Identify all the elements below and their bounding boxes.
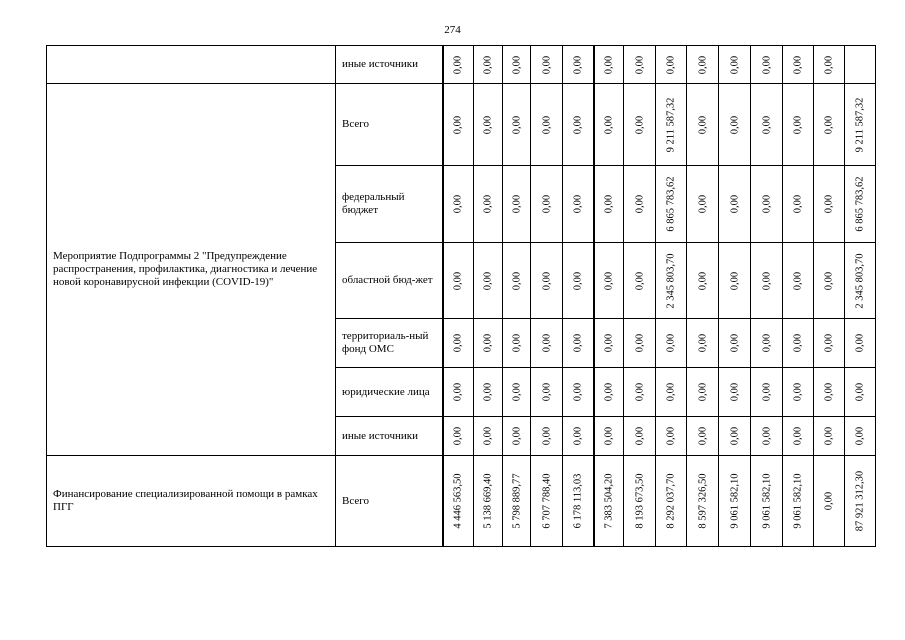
value-text: 0,00 <box>697 382 708 402</box>
value-text: 5 798 889,77 <box>511 473 522 529</box>
value-cell <box>814 84 845 166</box>
value-text: 0,00 <box>511 194 522 214</box>
value-text: 0,00 <box>452 194 464 214</box>
value-cell <box>814 456 845 547</box>
value-cell <box>531 166 563 243</box>
value-cell <box>594 46 624 84</box>
value-text: 0,00 <box>792 55 804 74</box>
value-text: 0,00 <box>603 271 615 290</box>
value-text: 0,00 <box>452 115 464 134</box>
value-text: 0,00 <box>482 194 494 214</box>
value-text: 0,00 <box>482 426 494 446</box>
value-text: 0,00 <box>729 333 740 353</box>
value-cell <box>719 319 751 368</box>
value-cell <box>563 46 594 84</box>
value-text: 0,00 <box>452 333 464 353</box>
value-text: 0,00 <box>634 55 645 74</box>
value-cell <box>563 417 594 456</box>
value-text: 0,00 <box>823 491 835 511</box>
value-text: 0,00 <box>729 271 740 290</box>
value-cell <box>845 243 876 319</box>
table-row <box>47 84 876 166</box>
value-text: 0,00 <box>729 55 740 74</box>
value-text: 6 178 113,03 <box>572 473 584 529</box>
value-text: 0,00 <box>541 382 552 402</box>
value-text: 0,00 <box>482 333 494 353</box>
value-cell <box>656 166 687 243</box>
value-cell <box>719 368 751 417</box>
funding-source-cell: иные источники <box>336 46 443 84</box>
value-cell <box>845 166 876 243</box>
value-cell <box>474 46 503 84</box>
funding-source-cell: юридические лица <box>336 368 443 417</box>
value-text: 0,00 <box>541 333 552 353</box>
value-text: 0,00 <box>572 426 584 446</box>
value-text: 0,00 <box>854 426 866 446</box>
funding-source-cell: Всего <box>336 84 443 166</box>
value-text: 0,00 <box>572 382 584 402</box>
value-cell <box>563 368 594 417</box>
value-cell <box>474 417 503 456</box>
funding-source-cell: областной бюд-жет <box>336 243 443 319</box>
value-cell <box>783 46 814 84</box>
value-cell <box>719 456 751 547</box>
value-text: 0,00 <box>452 426 464 446</box>
value-text: 0,00 <box>823 333 835 353</box>
value-text: 6 865 783,62 <box>665 176 677 232</box>
value-cell <box>845 417 876 456</box>
value-cell <box>624 319 656 368</box>
value-text: 0,00 <box>511 382 522 402</box>
value-cell <box>531 243 563 319</box>
value-cell <box>503 46 531 84</box>
value-cell <box>443 368 474 417</box>
value-cell <box>719 243 751 319</box>
value-text: 0,00 <box>541 115 552 134</box>
value-cell <box>443 243 474 319</box>
value-cell <box>845 84 876 166</box>
value-text: 0,00 <box>729 115 740 134</box>
value-text: 0,00 <box>634 194 645 214</box>
value-cell <box>531 456 563 547</box>
value-text: 0,00 <box>482 382 494 402</box>
value-cell <box>563 84 594 166</box>
value-text: 0,00 <box>482 115 494 134</box>
value-cell <box>503 166 531 243</box>
value-text: 9 061 582,10 <box>729 473 740 529</box>
value-cell <box>845 368 876 417</box>
value-cell <box>783 417 814 456</box>
value-cell <box>751 243 783 319</box>
value-cell <box>503 243 531 319</box>
value-text: 0,00 <box>729 382 740 402</box>
value-cell <box>783 243 814 319</box>
value-cell <box>624 46 656 84</box>
funding-source-cell: федеральный бюджет <box>336 166 443 243</box>
value-cell <box>443 166 474 243</box>
value-cell <box>719 417 751 456</box>
value-text: 0,00 <box>634 333 645 353</box>
value-cell <box>783 166 814 243</box>
value-text: 0,00 <box>603 382 615 402</box>
value-text: 0,00 <box>452 271 464 290</box>
value-text: 0,00 <box>541 55 552 74</box>
value-text: 4 446 563,50 <box>452 473 464 529</box>
funding-source-cell: территориаль-ный фонд ОМС <box>336 319 443 368</box>
value-text: 0,00 <box>634 271 645 290</box>
value-cell <box>474 166 503 243</box>
value-cell <box>443 84 474 166</box>
value-text: 0,00 <box>823 382 835 402</box>
value-text: 0,00 <box>511 115 522 134</box>
value-text: 2 345 803,70 <box>665 252 677 309</box>
value-text: 0,00 <box>854 382 866 402</box>
value-text: 0,00 <box>761 426 772 446</box>
value-text: 0,00 <box>697 333 708 353</box>
value-cell <box>594 243 624 319</box>
value-cell <box>845 46 876 84</box>
value-text: 0,00 <box>511 55 522 74</box>
value-text: 0,00 <box>452 55 464 74</box>
value-cell <box>687 46 719 84</box>
value-cell <box>751 84 783 166</box>
value-cell <box>624 417 656 456</box>
value-text: 0,00 <box>665 55 677 74</box>
value-text: 9 211 587,32 <box>854 97 866 152</box>
value-cell <box>751 166 783 243</box>
value-text: 0,00 <box>823 55 835 74</box>
value-text: 7 383 504,20 <box>603 473 615 529</box>
value-text: 0,00 <box>792 115 804 134</box>
value-cell <box>563 319 594 368</box>
value-cell <box>624 166 656 243</box>
value-text: 0,00 <box>572 55 584 74</box>
value-cell <box>814 166 845 243</box>
value-text: 0,00 <box>603 115 615 134</box>
value-cell <box>531 319 563 368</box>
value-cell <box>503 319 531 368</box>
value-text: 0,00 <box>761 333 772 353</box>
value-text: 0,00 <box>665 382 677 402</box>
value-text: 0,00 <box>697 115 708 134</box>
value-cell <box>594 456 624 547</box>
value-cell <box>656 319 687 368</box>
value-text: 0,00 <box>541 271 552 290</box>
funding-source-cell: иные источники <box>336 417 443 456</box>
value-text: 0,00 <box>761 55 772 74</box>
program-name-cell <box>47 46 336 84</box>
value-cell <box>814 417 845 456</box>
value-cell <box>814 368 845 417</box>
value-cell <box>751 46 783 84</box>
value-text: 0,00 <box>761 271 772 290</box>
value-cell <box>594 368 624 417</box>
value-text: 0,00 <box>697 426 708 446</box>
value-cell <box>474 319 503 368</box>
value-cell <box>783 368 814 417</box>
value-cell <box>687 417 719 456</box>
value-cell <box>687 456 719 547</box>
value-cell <box>531 368 563 417</box>
value-text: 0,00 <box>761 382 772 402</box>
value-text: 0,00 <box>572 194 584 214</box>
value-cell <box>624 84 656 166</box>
value-cell <box>474 243 503 319</box>
value-text: 0,00 <box>729 426 740 446</box>
program-name-cell: Мероприятие Подпрограммы 2 "Предупреждение распространения, профилактика, диагностика и лечение новой коронавирусной инфекции (COVID-19)" <box>47 84 336 456</box>
value-text: 0,00 <box>511 271 522 290</box>
value-cell <box>563 456 594 547</box>
value-cell <box>845 319 876 368</box>
value-cell <box>719 46 751 84</box>
value-cell <box>783 319 814 368</box>
value-cell <box>656 456 687 547</box>
value-text: 0,00 <box>792 271 804 290</box>
value-cell <box>687 319 719 368</box>
value-cell <box>563 243 594 319</box>
value-cell <box>751 319 783 368</box>
value-text: 0,00 <box>572 115 584 134</box>
value-text: 0,00 <box>697 194 708 214</box>
value-cell <box>751 456 783 547</box>
value-cell <box>656 243 687 319</box>
value-cell <box>814 319 845 368</box>
value-text: 0,00 <box>541 426 552 446</box>
value-text: 0,00 <box>511 426 522 446</box>
value-cell <box>624 368 656 417</box>
value-text: 0,00 <box>603 333 615 353</box>
value-cell <box>531 84 563 166</box>
value-cell <box>656 84 687 166</box>
value-text: 0,00 <box>792 194 804 214</box>
value-cell <box>624 243 656 319</box>
value-text: 0,00 <box>603 194 615 214</box>
table-row <box>47 46 876 84</box>
value-text: 0,00 <box>634 115 645 134</box>
value-cell <box>624 456 656 547</box>
value-text: 0,00 <box>634 426 645 446</box>
budget-table <box>46 45 876 547</box>
value-cell <box>687 84 719 166</box>
value-text: 0,00 <box>665 333 677 353</box>
table-row <box>47 456 876 547</box>
value-text: 0,00 <box>697 55 708 74</box>
funding-source-cell: Всего <box>336 456 443 547</box>
value-text: 0,00 <box>823 115 835 134</box>
value-text: 0,00 <box>572 333 584 353</box>
value-cell <box>687 368 719 417</box>
value-text: 0,00 <box>665 426 677 446</box>
value-cell <box>594 417 624 456</box>
value-cell <box>656 368 687 417</box>
program-name-cell: Финансирование специализированной помощи в рамках ПГГ <box>47 456 336 547</box>
value-cell <box>563 166 594 243</box>
value-cell <box>814 46 845 84</box>
value-cell <box>783 456 814 547</box>
value-cell <box>531 417 563 456</box>
value-text: 6 865 783,62 <box>854 176 866 232</box>
value-text: 0,00 <box>792 426 804 446</box>
value-cell <box>719 84 751 166</box>
value-text: 0,00 <box>697 271 708 290</box>
value-text: 0,00 <box>823 271 835 290</box>
value-cell <box>687 166 719 243</box>
value-cell <box>443 46 474 84</box>
value-cell <box>474 456 503 547</box>
value-text: 9 211 587,32 <box>665 97 677 152</box>
value-text: 0,00 <box>823 194 835 214</box>
value-cell <box>503 368 531 417</box>
value-cell <box>443 417 474 456</box>
value-cell <box>594 84 624 166</box>
value-cell <box>656 46 687 84</box>
value-cell <box>443 456 474 547</box>
value-cell <box>594 319 624 368</box>
value-text: 8 292 037,70 <box>665 473 677 529</box>
page-number: 274 <box>444 24 461 36</box>
value-text: 0,00 <box>541 194 552 214</box>
value-text: 8 193 673,50 <box>634 473 645 529</box>
value-cell <box>845 456 876 547</box>
value-text: 0,00 <box>572 271 584 290</box>
value-text: 6 707 788,40 <box>541 473 552 529</box>
value-cell <box>474 84 503 166</box>
value-cell <box>594 166 624 243</box>
value-text: 0,00 <box>511 333 522 353</box>
value-text: 0,00 <box>854 333 866 353</box>
value-cell <box>751 417 783 456</box>
value-text: 0,00 <box>603 55 615 74</box>
value-cell <box>531 46 563 84</box>
value-cell <box>503 84 531 166</box>
value-cell <box>751 368 783 417</box>
value-text: 0,00 <box>482 271 494 290</box>
value-text: 0,00 <box>823 426 835 446</box>
value-text: 5 138 669,40 <box>482 473 494 529</box>
value-text: 87 921 312,30 <box>854 470 866 532</box>
value-text: 0,00 <box>452 382 464 402</box>
value-text: 0,00 <box>482 55 494 74</box>
value-text: 0,00 <box>792 333 804 353</box>
value-text: 0,00 <box>792 382 804 402</box>
value-cell <box>443 319 474 368</box>
value-cell <box>503 417 531 456</box>
value-text: 9 061 582,10 <box>761 473 772 529</box>
value-cell <box>814 243 845 319</box>
value-cell <box>503 456 531 547</box>
value-text: 9 061 582,10 <box>792 473 804 529</box>
value-text: 0,00 <box>603 426 615 446</box>
value-cell <box>687 243 719 319</box>
value-cell <box>719 166 751 243</box>
value-text: 8 597 326,50 <box>697 473 708 529</box>
value-cell <box>474 368 503 417</box>
value-cell <box>656 417 687 456</box>
value-cell <box>783 84 814 166</box>
value-text: 0,00 <box>634 382 645 402</box>
value-text: 0,00 <box>761 115 772 134</box>
value-text: 0,00 <box>761 194 772 214</box>
value-text: 0,00 <box>729 194 740 214</box>
value-text: 2 345 803,70 <box>854 252 866 309</box>
